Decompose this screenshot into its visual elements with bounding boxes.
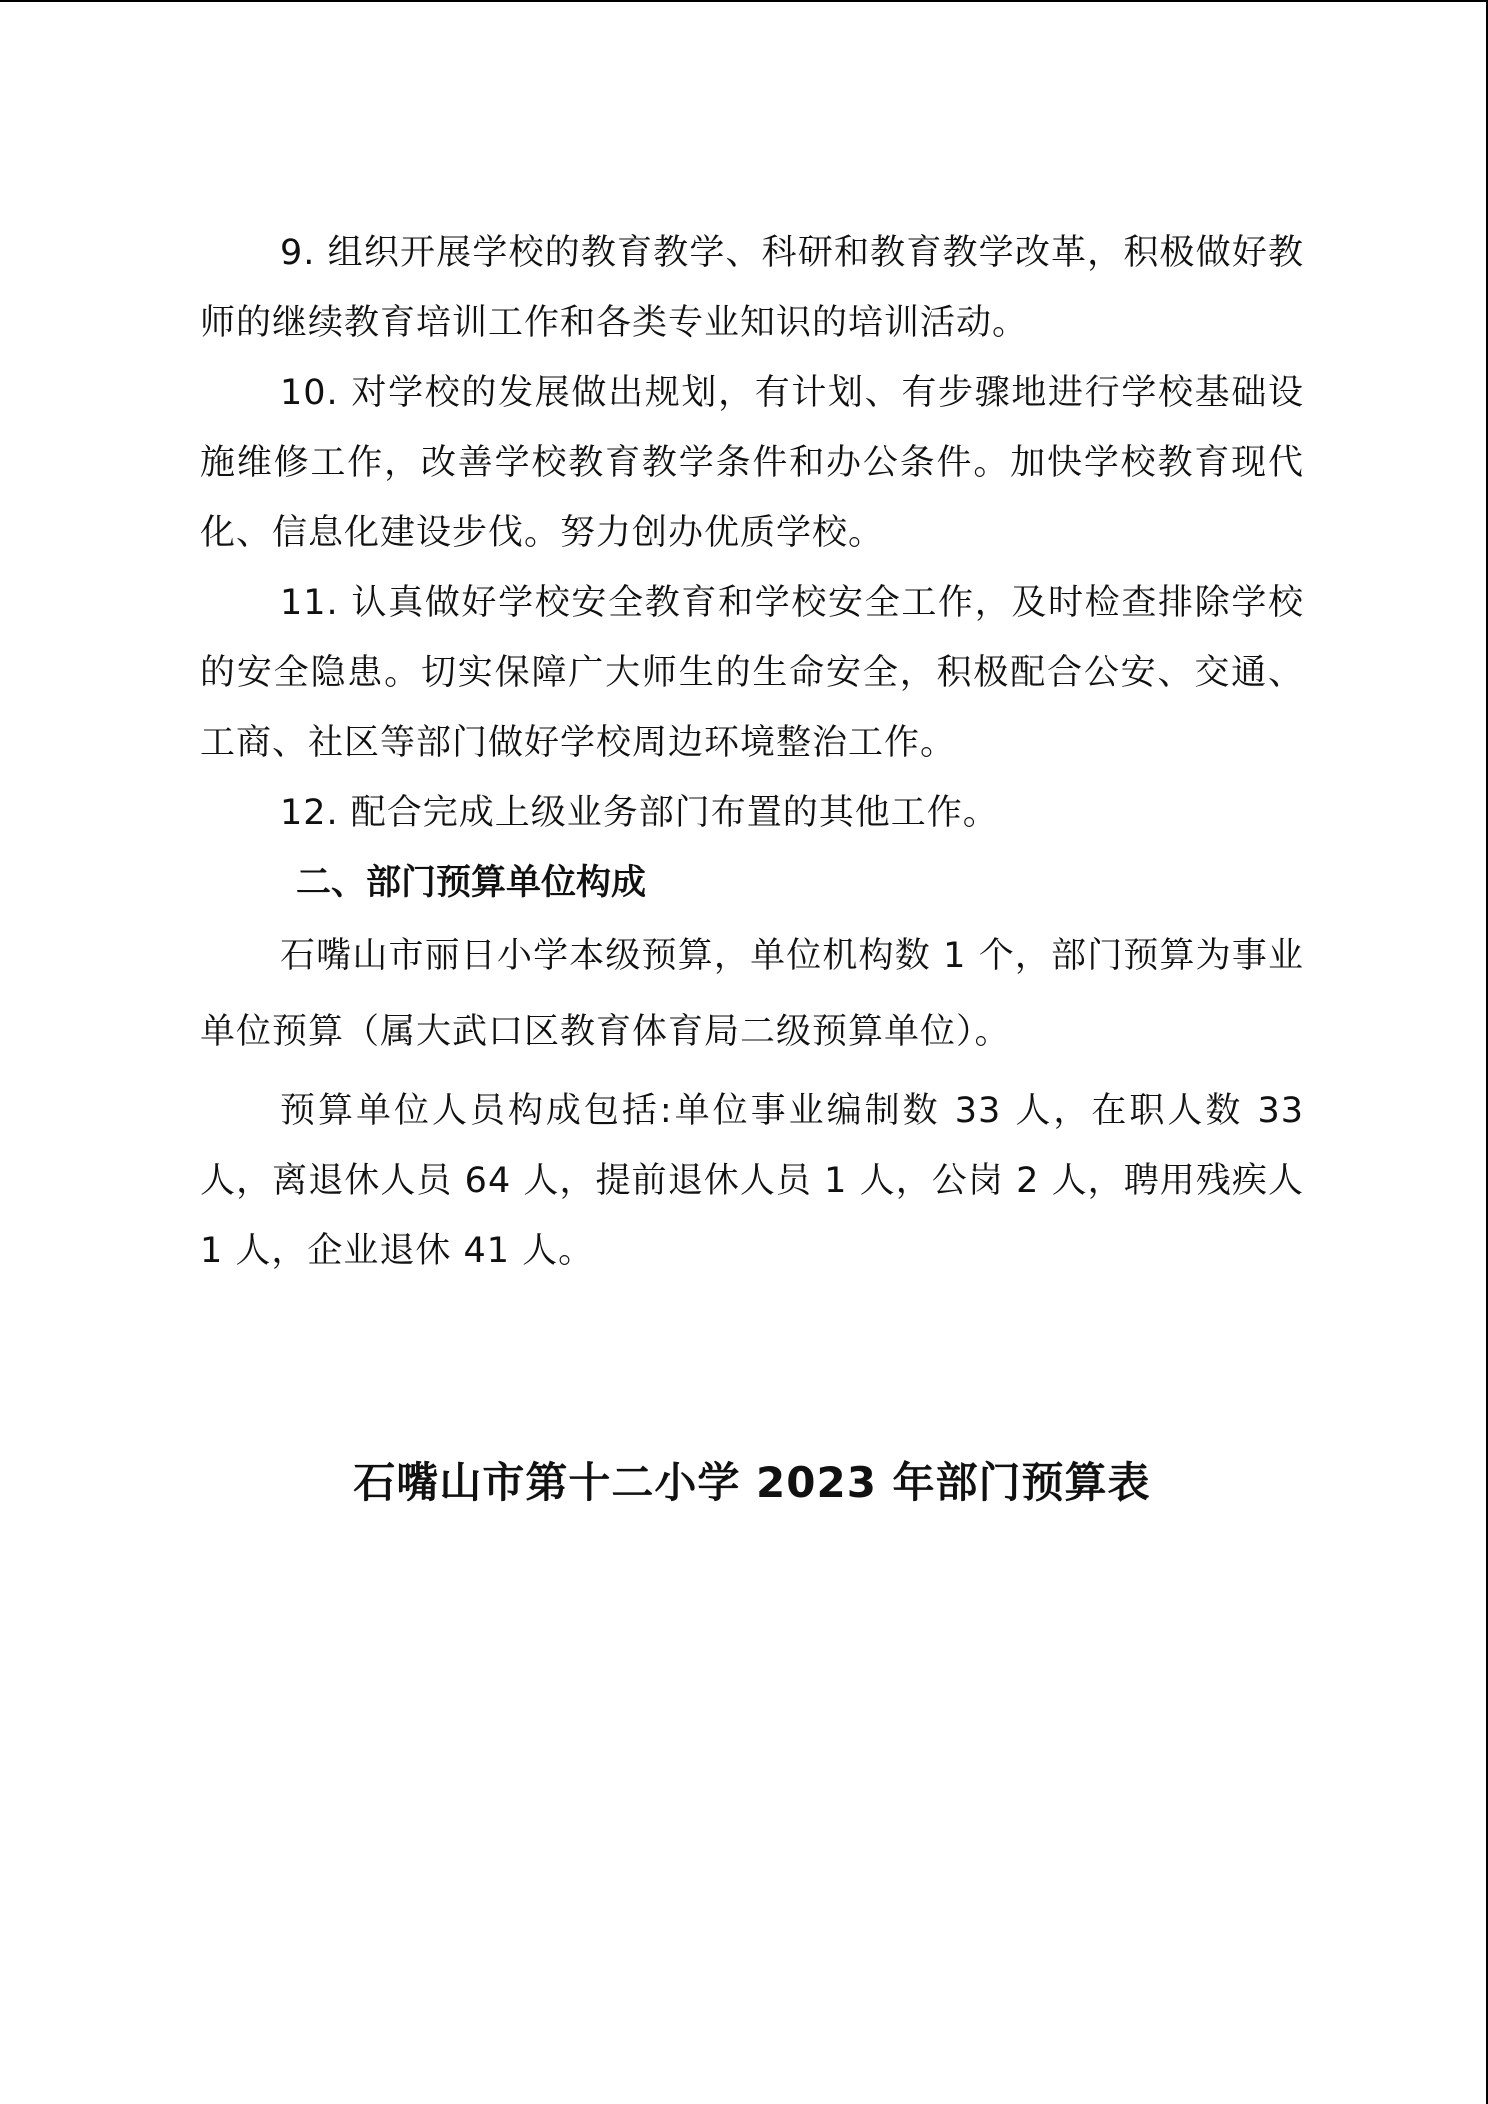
duty-item-11: 11. 认真做好学校安全教育和学校安全工作，及时检查排除学校的安全隐患。切实保障广大师生的生命安全，积极配合公安、交通、工商、社区等部门做好学校周边环境整治工作。 [200,583,1304,763]
budget-table-title: 石嘴山市第十二小学 2023 年部门预算表 [353,1458,1151,1507]
unit-composition-paragraph: 石嘴山市丽日小学本级预算，单位机构数 1 个，部门预算为事业单位预算（属大武口区教育体育局二级预算单位）。 [200,936,1304,1052]
duty-item-12: 12. 配合完成上级业务部门布置的其他工作。 [280,793,999,833]
staff-composition-paragraph: 预算单位人员构成包括:单位事业编制数 33 人，在职人数 33 人，离退休人员 64 人，提前退休人员 1 人，公岗 2 人，聘用残疾人 1 人，企业退休 41 人。 [200,1091,1304,1271]
duty-item-9: 9. 组织开展学校的教育教学、科研和教育教学改革，积极做好教师的继续教育培训工作和各类专业知识的培训活动。 [200,233,1304,343]
section-heading: 二、部门预算单位构成 [296,863,647,903]
page-border-top [0,0,1488,2]
document-body [200,218,1304,1286]
duty-item-10: 10. 对学校的发展做出规划，有计划、有步骤地进行学校基础设施维修工作，改善学校教育教学条件和办公条件。加快学校教育现代化、信息化建设步伐。努力创办优质学校。 [200,373,1304,553]
